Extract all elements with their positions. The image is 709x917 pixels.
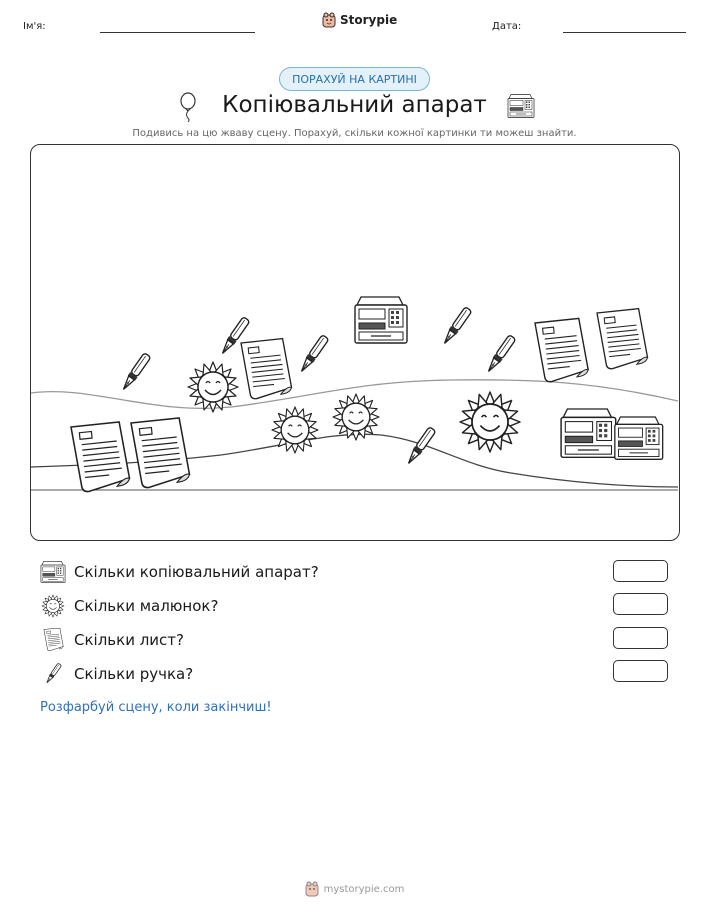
date-label: Дата: — [492, 21, 522, 32]
brand-name: Storypie — [340, 13, 398, 27]
pen-1 — [120, 352, 151, 392]
question-row-copier — [40, 561, 319, 583]
date-line[interactable] — [563, 32, 686, 33]
question-text: Скільки малюнок? — [74, 597, 219, 615]
coloring-note: Розфарбуй сцену, коли закінчиш! — [40, 700, 272, 715]
sun-4 — [460, 392, 520, 452]
sun-1 — [188, 362, 238, 412]
copier-icon — [40, 561, 66, 583]
answer-box-pen[interactable] — [613, 660, 668, 682]
page-title: Копіювальний апарат — [222, 92, 487, 118]
question-row-sheet — [40, 628, 184, 652]
question-text: Скільки копіювальний апарат? — [74, 563, 319, 581]
sheet-3 — [597, 308, 648, 369]
sheet-1 — [241, 338, 292, 399]
sheet-5 — [131, 417, 190, 488]
scene-frame — [30, 144, 680, 541]
pen-5 — [485, 334, 516, 374]
count-badge: ПОРАХУЙ НА КАРТИНІ — [279, 67, 430, 91]
question-row-sun — [40, 594, 218, 618]
title-row — [0, 92, 709, 118]
brand-logo — [322, 12, 397, 28]
pen-4 — [441, 306, 472, 346]
pen-3 — [298, 334, 329, 374]
storypie-mascot-icon — [322, 12, 336, 28]
question-row-pen — [40, 660, 193, 688]
answer-box-sheet[interactable] — [613, 627, 668, 649]
sheet-4 — [71, 421, 130, 492]
scene-illustration — [31, 145, 678, 539]
footer — [0, 881, 709, 897]
copier-3 — [615, 417, 663, 459]
copier-icon — [507, 94, 535, 118]
pen-6 — [405, 426, 436, 466]
pen-icon — [40, 660, 66, 688]
paper-sheet-icon — [40, 628, 66, 652]
question-text: Скільки ручка? — [74, 665, 194, 683]
sun-icon — [40, 594, 66, 618]
sun-2 — [272, 407, 318, 453]
name-line[interactable] — [100, 32, 255, 33]
copier-2 — [561, 409, 616, 457]
answer-box-copier[interactable] — [613, 560, 668, 582]
answer-box-sun[interactable] — [613, 593, 668, 615]
instructions: Подивись на цю жваву сцену. Порахуй, скільки кожної картинки ти можеш знайти. — [132, 128, 577, 139]
name-label: Ім'я: — [23, 21, 46, 32]
sheet-2 — [535, 318, 589, 383]
question-text: Скільки лист? — [74, 631, 184, 649]
footer-url[interactable]: mystorypie.com — [323, 883, 405, 895]
copier-1 — [355, 297, 407, 343]
storypie-mascot-icon — [305, 881, 319, 897]
balloon-icon — [178, 92, 198, 122]
sun-3 — [333, 394, 379, 440]
